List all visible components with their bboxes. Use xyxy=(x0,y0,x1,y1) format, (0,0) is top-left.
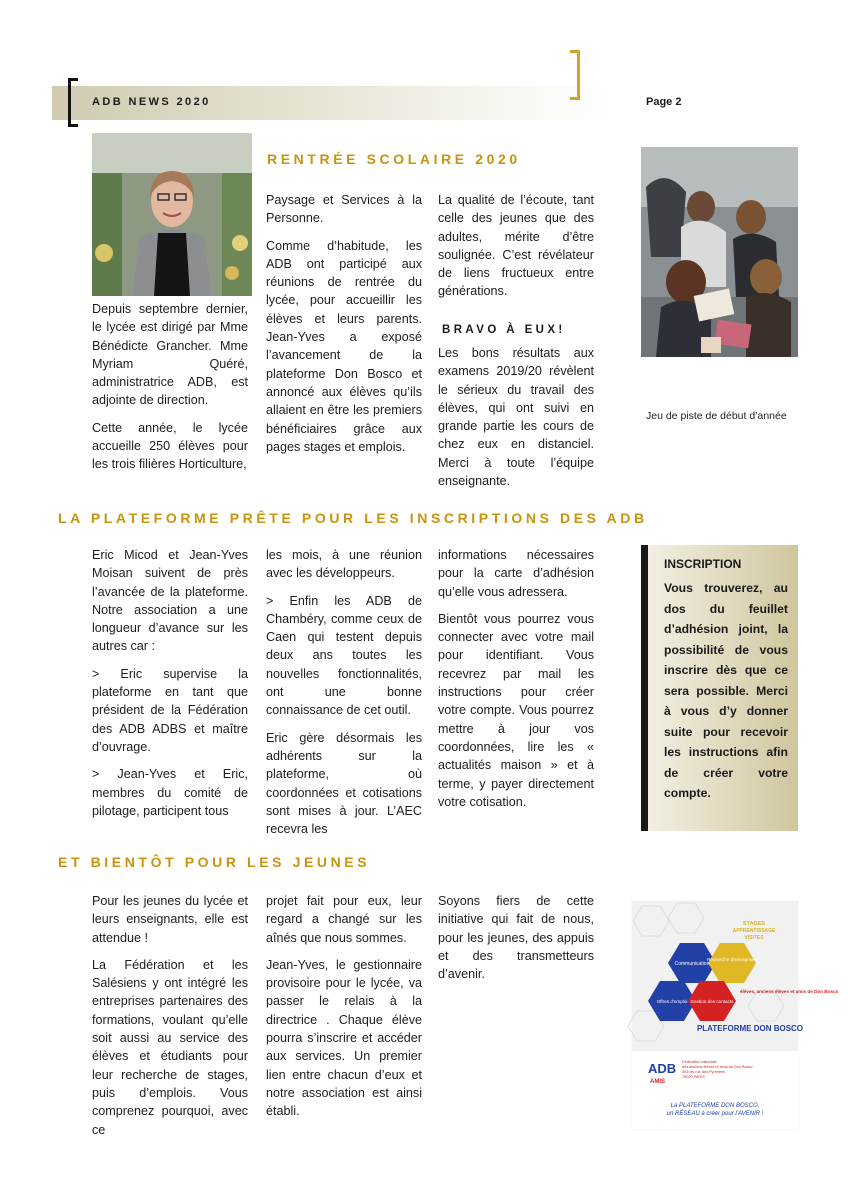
paragraph: Cette année, le lycée accueille 250 élèves pour les trois filières Horticulture, xyxy=(92,420,248,472)
paragraph: Eric Micod et Jean-Yves Moisan suivent de près l’avancée de la plateforme. Notre association a une longueur d’avance sur les autres car : xyxy=(92,548,248,654)
section-title-jeunes: ET BIENTÔT POUR LES JEUNES xyxy=(58,854,371,870)
paragraph: Comme d’habitude, les ADB ont participé aux réunions de rentrée du lycée, pour accueillir les élèves et leurs parents. Jean-Yves a exposé l’avancement de la plateforme Don Bosco et annoncé aux élèves qu’ils allaient en être les premiers bénéficiaires grâce aux pages stages et emplois. xyxy=(266,238,422,454)
paragraph: projet fait pour eux, leur regard a changé sur les aînés que nous sommes. xyxy=(266,894,422,945)
poster-tagline-1: La PLATEFORME DON BOSCO, xyxy=(670,1103,760,1109)
jeunes-column-3 xyxy=(438,892,594,992)
hex-gestion-label: Gestion des contacts xyxy=(690,999,734,1004)
paragraph: Les bons résultats aux examens 2019/20 révèlent le sérieux du travail des élèves, qui ont suivi en grande partie les cours de chez eux en distanciel. Merci à toute l’équipe enseignante. xyxy=(438,346,594,489)
paragraph: les mois, à une réunion avec les développeurs. xyxy=(266,548,422,581)
paragraph: informations nécessaires pour la carte d’adhésion qu’elle vous adressera. xyxy=(438,548,594,599)
paragraph: Bientôt vous pourrez vous connecter avec votre mail pour identifiant. Vous recevrez par mail les instructions pour créer votre compte. Vous pourrez mettre à jour vos coordonnées, lire les « actualités maison » et à terme, y payer directement votre cotisation. xyxy=(438,611,594,809)
poster-tag-3: VISITES xyxy=(744,935,764,941)
adb-logo-sub: AMIS xyxy=(650,1079,665,1085)
hex-offres-label: Offres d’emploi xyxy=(656,999,688,1004)
fed-line-1: Fédération nationale xyxy=(682,1060,717,1064)
adb-logo-text: ADB xyxy=(648,1061,677,1076)
students-photo xyxy=(641,147,798,357)
section-title-rentree: RENTRÉE SCOLAIRE 2020 xyxy=(267,151,521,167)
poster-brand: PLATEFORME DON BOSCO xyxy=(696,1024,804,1033)
plateforme-column-1 xyxy=(92,546,248,829)
paragraph: Jean-Yves, le gestionnaire provisoire pour le lycée, va passer le relais à la directrice . Chaque élève pourra s’inscrire et accéder aux services. Un premier lien entre chacun d’eux et notre association est ainsi établi. xyxy=(266,957,422,1119)
right-bracket-decoration xyxy=(570,50,580,100)
bravo-text-block xyxy=(438,344,594,499)
paragraph: > Enfin les ADB de Chambéry, comme ceux de Caen qui testent depuis deux ans toutes les nouvelles fonctionnalités, ont une bonne connaissance de cet outil. xyxy=(266,593,422,718)
fed-line-4: 75020 PARIS xyxy=(682,1075,705,1079)
plateforme-don-bosco-poster xyxy=(632,901,839,1129)
left-bracket-decoration xyxy=(68,78,78,127)
paragraph: > Eric supervise la plateforme en tant que président de la Fédération des ADB ADBS et maître d’ouvrage. xyxy=(92,666,248,754)
photo-caption: Jeu de piste de début d’année xyxy=(646,410,787,422)
plateforme-column-2 xyxy=(266,546,422,847)
page-number: Page 2 xyxy=(646,96,682,108)
inscription-text: Vous trouverez, au dos du feuillet d’adhésion joint, la possibilité de vous inscrire dès que ce sera possible. Merci à vous d’y donner suite pour recevoir les instructions afin de créer votre compte. xyxy=(664,581,788,800)
paragraph: La qualité de l’écoute, tant celle des jeunes que des adultes, mérite d’être soulignée. C’est révélateur de liens fructueux entre générations. xyxy=(438,193,594,299)
fed-line-2: des anciens élèves et amis de Don Bosco xyxy=(682,1065,753,1069)
paragraph: > Jean-Yves et Eric, membres du comité de pilotage, participent tous xyxy=(92,767,248,818)
rentree-column-2 xyxy=(266,191,422,465)
poster-tagline-2: un RÉSEAU à créer pour l’AVENIR ! xyxy=(666,1111,764,1117)
hex-recherche-label: Recherche d’entreprises xyxy=(707,957,757,962)
fed-line-3: 393 bis rue des Pyrénées xyxy=(682,1070,726,1074)
paragraph: La Fédération et les Salésiens y ont intégré les entreprises partenaires des formations, voulant qu’elle soit aussi au service des élèves et étudiants pour leur recherche de stages, puis d’emplois. Vous comprenez pourquoi, avec ce xyxy=(92,957,248,1137)
paragraph: Paysage et Services à la Personne. xyxy=(266,193,422,226)
plateforme-column-3 xyxy=(438,546,594,820)
rentree-column-3 xyxy=(438,191,594,310)
poster-tag-2: APPRENTISSAGE xyxy=(732,928,776,934)
director-photo xyxy=(92,133,252,296)
hex-communication-label: Communication xyxy=(674,961,710,967)
poster-side-text: élèves, anciens élèves et amis de Don Bosco xyxy=(740,989,839,994)
section-title-plateforme: LA PLATEFORME PRÊTE POUR LES INSCRIPTIONS DES ADB xyxy=(58,510,648,526)
paragraph: Eric gère désormais les adhérents sur la plateforme, où coordonnées et cotisations sont mises à jour. L’AEC recevra les xyxy=(266,730,422,837)
bravo-title: BRAVO À EUX! xyxy=(442,324,566,336)
paragraph: Pour les jeunes du lycée et leurs enseignants, elle est attendue ! xyxy=(92,894,248,945)
svg-text:Recherche d’entreprises xyxy=(707,957,757,962)
paragraph: Soyons fiers de cette initiative qui fait de nous, pour les jeunes, des appuis et des transmetteurs d’avenir. xyxy=(438,894,594,982)
rentree-column-1 xyxy=(92,300,248,483)
inscription-title: INSCRIPTION xyxy=(664,557,742,571)
inscription-box xyxy=(641,545,798,831)
poster-tag-1: STAGES xyxy=(742,921,766,927)
newsletter-title: ADB NEWS 2020 xyxy=(92,96,211,108)
jeunes-column-1 xyxy=(92,892,248,1148)
paragraph: Depuis septembre dernier, le lycée est dirigé par Mme Bénédicte Grancher. Mme Myriam Quéré, administratrice ADB, est adjointe de direction. xyxy=(92,302,248,408)
jeunes-column-2 xyxy=(266,892,422,1130)
